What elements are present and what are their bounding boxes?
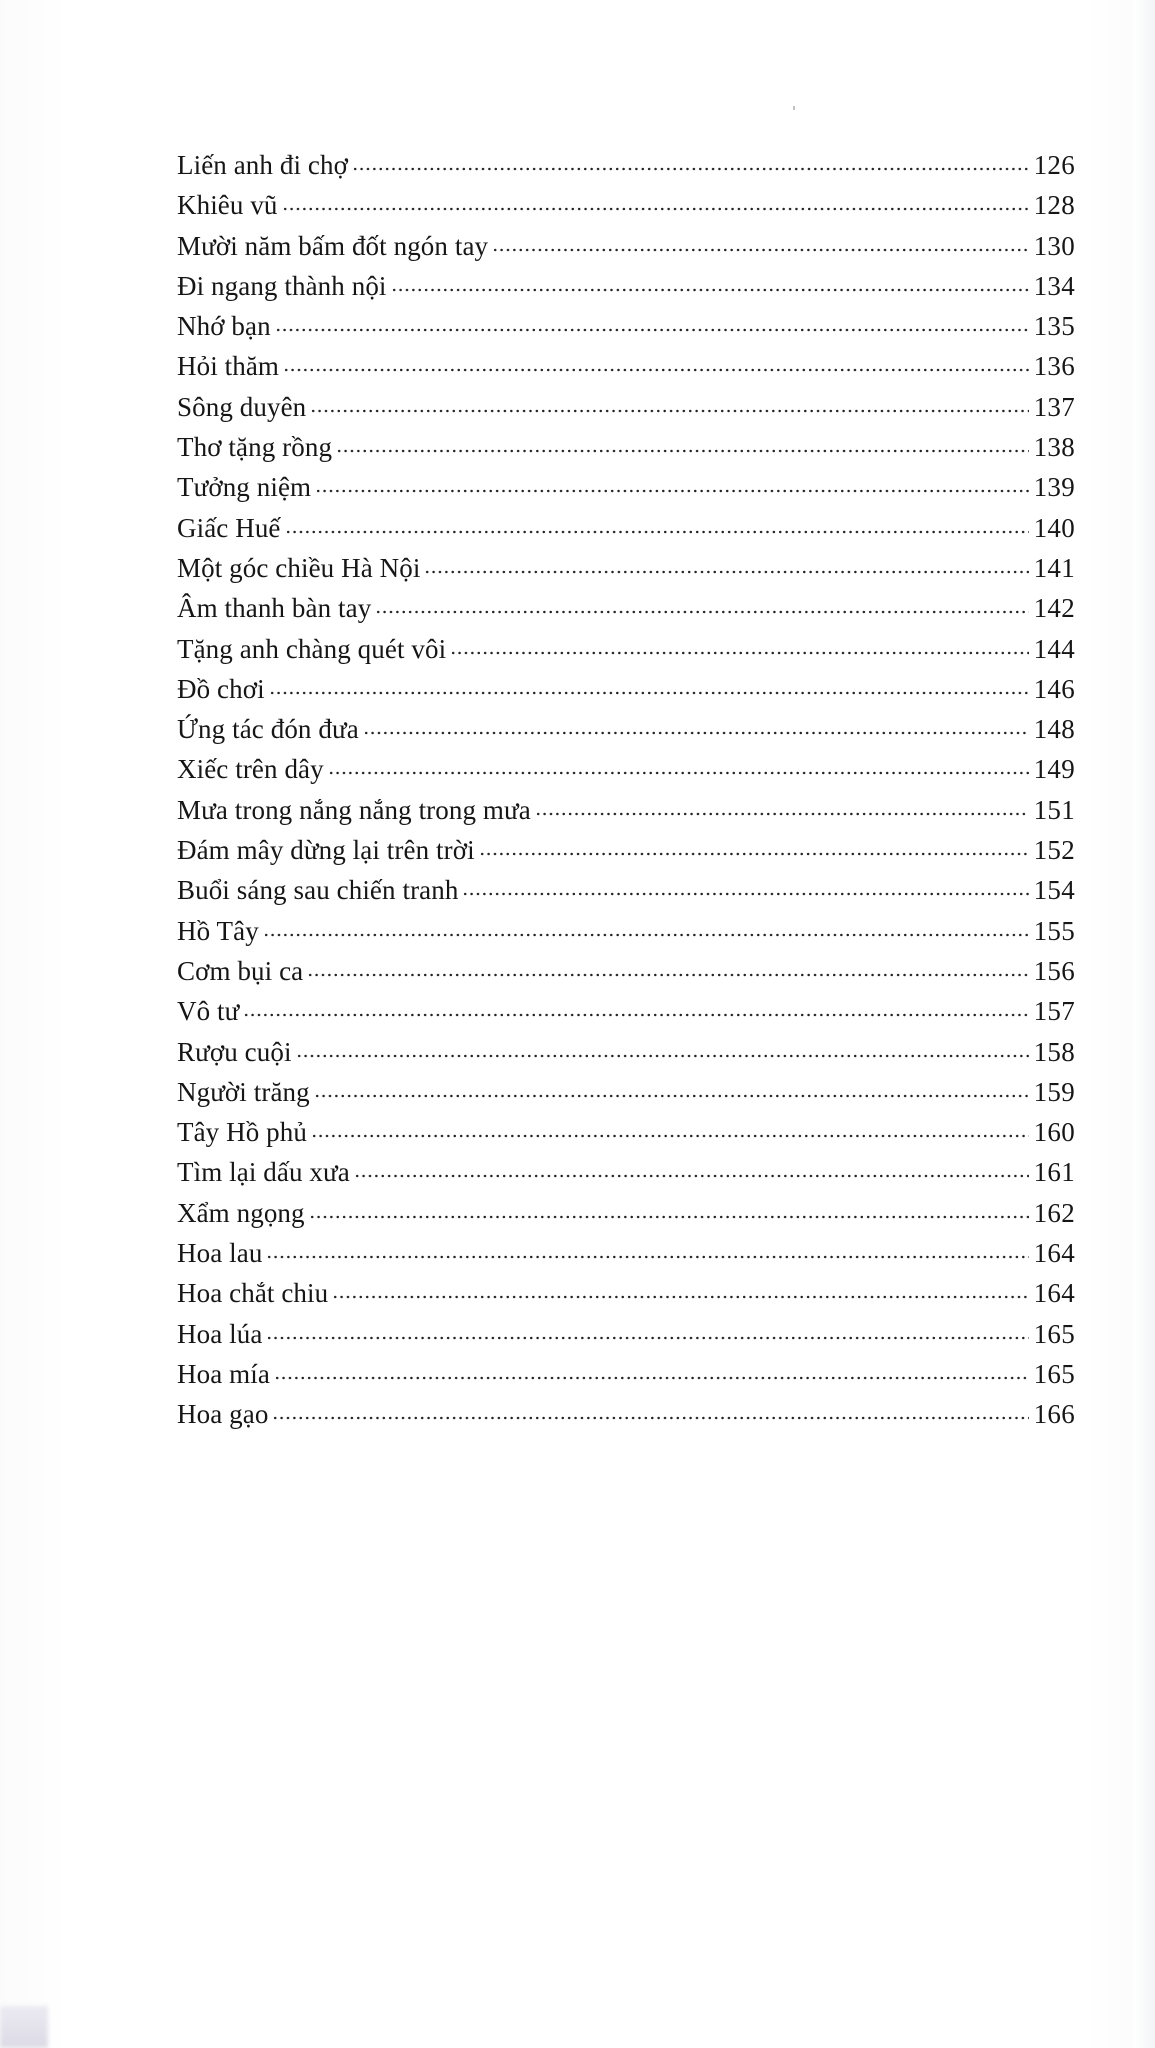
toc-entry-page: 166: [1033, 1399, 1075, 1430]
toc-entry-title: Hoa lúa: [177, 1318, 263, 1349]
toc-entry: [177, 185, 1075, 225]
toc-entry-page: 165: [1033, 1358, 1075, 1389]
toc-entry-page: 161: [1033, 1157, 1075, 1188]
toc-entry-page: 141: [1033, 552, 1075, 583]
dot-leader: [492, 247, 1029, 253]
toc-entry-title: Tặng anh chàng quét vôi: [177, 633, 447, 664]
toc-entry-page: 144: [1033, 633, 1075, 664]
toc-entry-title: Đám mây dừng lại trên trời: [177, 835, 475, 866]
dot-leader: [363, 730, 1029, 736]
toc-entry-title: Sông duyên: [177, 391, 307, 422]
toc-entry-page: 149: [1033, 754, 1075, 785]
toc-entry-title: Vô tư: [177, 996, 240, 1027]
toc-entry-page: 159: [1033, 1076, 1075, 1107]
toc-entry-page: 160: [1033, 1117, 1075, 1148]
toc-entry-page: 136: [1033, 351, 1075, 382]
toc-entry: [177, 588, 1075, 628]
dot-leader: [263, 932, 1029, 938]
toc-entry-title: Tây Hồ phủ: [177, 1117, 307, 1148]
dot-leader: [462, 891, 1029, 897]
dot-leader: [296, 1053, 1029, 1059]
toc-entry: [177, 629, 1075, 669]
toc-entry: [177, 991, 1075, 1031]
toc-entry-page: 155: [1033, 915, 1075, 946]
toc-entry: [177, 346, 1075, 386]
dot-leader: [314, 1093, 1029, 1099]
dot-leader: [243, 1012, 1029, 1018]
toc-entry-page: 126: [1033, 150, 1075, 180]
print-speck: [793, 106, 795, 110]
toc-entry: [177, 870, 1075, 910]
dot-leader: [479, 851, 1029, 857]
dot-leader: [391, 287, 1029, 293]
toc-entry-page: 148: [1033, 714, 1075, 745]
toc-entry-title: Mưa trong nắng nắng trong mưa: [177, 794, 531, 825]
toc-entry-title: Liến anh đi chợ: [177, 150, 348, 180]
dot-leader: [352, 166, 1029, 172]
toc-entry-title: Hỏi thăm: [177, 351, 280, 382]
dot-leader: [274, 1375, 1029, 1381]
toc-entry: [177, 1032, 1075, 1072]
toc-entry: [177, 387, 1075, 427]
dot-leader: [315, 488, 1029, 494]
toc-entry-title: Mười năm bấm đốt ngón tay: [177, 230, 489, 261]
toc-entry-title: Người trăng: [177, 1076, 310, 1107]
toc-entry-page: 139: [1033, 472, 1075, 503]
toc-entry-title: Cơm bụi ca: [177, 955, 304, 986]
table-of-contents: [177, 145, 1075, 1435]
toc-entry: [177, 1152, 1075, 1192]
toc-entry-title: Buổi sáng sau chiến tranh: [177, 875, 459, 906]
dot-leader: [311, 1133, 1029, 1139]
toc-entry-title: Tưởng niệm: [177, 472, 312, 503]
toc-entry: [177, 1273, 1075, 1313]
toc-entry: [177, 427, 1075, 467]
dot-leader: [310, 408, 1029, 414]
toc-entry-title: Khiêu vũ: [177, 190, 278, 221]
toc-entry-page: 128: [1033, 190, 1075, 221]
toc-entry: [177, 548, 1075, 588]
dot-leader: [282, 206, 1029, 212]
toc-entry-title: Xiếc trên dây: [177, 754, 324, 785]
toc-entry-page: 140: [1033, 512, 1075, 543]
dot-leader: [266, 1254, 1029, 1260]
dot-leader: [336, 448, 1029, 454]
toc-entry-page: 130: [1033, 230, 1075, 261]
toc-entry-page: 146: [1033, 673, 1075, 704]
toc-entry-title: Hồ Tây: [177, 915, 259, 946]
dot-leader: [328, 770, 1029, 776]
dot-leader: [285, 529, 1029, 535]
toc-entry-page: 164: [1033, 1278, 1075, 1309]
toc-entry: [177, 1354, 1075, 1394]
toc-entry-page: 162: [1033, 1197, 1075, 1228]
toc-entry-title: Giấc Huế: [177, 512, 281, 543]
toc-entry-page: 164: [1033, 1238, 1075, 1269]
toc-entry: [177, 790, 1075, 830]
page-edge-shadow: [1133, 0, 1155, 2048]
toc-entry-title: Hoa mía: [177, 1358, 270, 1389]
dot-leader: [309, 1214, 1029, 1220]
toc-entry-title: Hoa lau: [177, 1238, 263, 1269]
toc-entry: [177, 709, 1075, 749]
toc-entry-title: Tìm lại dấu xưa: [177, 1157, 350, 1188]
toc-entry-title: Đồ chơi: [177, 673, 265, 704]
toc-entry-title: Nhớ bạn: [177, 311, 271, 342]
toc-entry-title: Rượu cuội: [177, 1036, 292, 1067]
dot-leader: [272, 1415, 1029, 1421]
toc-entry-page: 158: [1033, 1036, 1075, 1067]
toc-entry: [177, 1394, 1075, 1434]
toc-entry: [177, 266, 1075, 306]
toc-entry: [177, 1072, 1075, 1112]
dot-leader: [269, 690, 1029, 696]
dot-leader: [332, 1294, 1029, 1300]
toc-entry: [177, 1112, 1075, 1152]
toc-entry-title: Ứng tác đón đưa: [177, 714, 359, 745]
dot-leader: [354, 1173, 1029, 1179]
toc-entry-title: Xẩm ngọng: [177, 1197, 305, 1228]
toc-entry-page: 151: [1033, 794, 1075, 825]
toc-entry-page: 142: [1033, 593, 1075, 624]
toc-entry-page: 135: [1033, 311, 1075, 342]
toc-entry-page: 165: [1033, 1318, 1075, 1349]
dot-leader: [375, 609, 1029, 615]
dot-leader: [424, 569, 1029, 575]
dot-leader: [307, 972, 1029, 978]
toc-entry-page: 157: [1033, 996, 1075, 1027]
toc-entry-title: Hoa chắt chiu: [177, 1278, 329, 1309]
dot-leader: [450, 650, 1029, 656]
toc-entry-title: Âm thanh bàn tay: [177, 593, 372, 624]
toc-entry: [177, 467, 1075, 507]
toc-entry-page: 156: [1033, 955, 1075, 986]
toc-entry-page: 152: [1033, 835, 1075, 866]
toc-entry: [177, 1314, 1075, 1354]
toc-entry: [177, 226, 1075, 266]
dot-leader: [535, 811, 1029, 817]
toc-entry: [177, 749, 1075, 789]
toc-entry: [177, 1233, 1075, 1273]
toc-entry: [177, 1193, 1075, 1233]
toc-entry: [177, 306, 1075, 346]
toc-entry: [177, 669, 1075, 709]
toc-entry-page: 134: [1033, 270, 1075, 301]
toc-entry: [177, 145, 1075, 185]
next-page-corner: [0, 2006, 48, 2048]
dot-leader: [266, 1335, 1029, 1341]
toc-entry: [177, 508, 1075, 548]
toc-entry-title: Thơ tặng rồng: [177, 432, 333, 463]
dot-leader: [275, 327, 1029, 333]
toc-entry-page: 154: [1033, 875, 1075, 906]
toc-entry-page: 137: [1033, 391, 1075, 422]
dot-leader: [283, 367, 1029, 373]
toc-entry-page: 138: [1033, 432, 1075, 463]
toc-entry-title: Hoa gạo: [177, 1399, 269, 1430]
toc-entry-title: Đi ngang thành nội: [177, 270, 387, 301]
toc-entry: [177, 911, 1075, 951]
toc-entry: [177, 830, 1075, 870]
toc-entry: [177, 951, 1075, 991]
toc-entry-title: Một góc chiều Hà Nội: [177, 552, 421, 583]
